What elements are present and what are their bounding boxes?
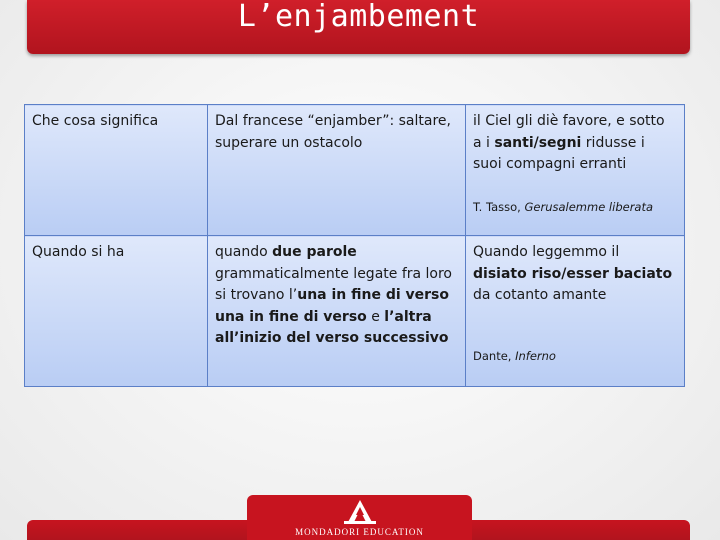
citation-work: Inferno (515, 349, 556, 363)
row-label: Che cosa significa (32, 113, 159, 129)
table-row (25, 105, 685, 236)
footer-logo (247, 495, 472, 540)
citation (473, 197, 677, 219)
mondadori-logo-icon (342, 499, 378, 525)
definition-cell (208, 236, 466, 387)
example-cell (466, 105, 685, 236)
example-text: il Ciel gli diè favore, e sotto a i santi/segni ridusse i suoi compagni erranti (473, 113, 665, 172)
table-row (25, 236, 685, 387)
citation-work: Gerusalemme liberata (524, 200, 654, 214)
definition-text: Dal francese “enjamber”: saltare, superare un ostacolo (215, 113, 451, 151)
citation-author: T. Tasso, (473, 200, 525, 214)
row-label-cell (25, 236, 208, 387)
example-text: Quando leggemmo il disiato riso/esser baciato da cotanto amante (473, 244, 673, 303)
row-label: Quando si ha (32, 244, 125, 260)
citation (473, 346, 677, 368)
footer-logo-text: MONDADORI EDUCATION (295, 527, 424, 537)
row-label-cell (25, 105, 208, 236)
definition-cell (208, 105, 466, 236)
example-cell (466, 236, 685, 387)
citation-author: Dante, (473, 349, 516, 363)
slide-title: L’enjambement (237, 0, 480, 34)
title-bar (27, 0, 690, 54)
content-table (24, 104, 685, 387)
definition-text: quando due parole grammaticalmente legate fra loro si trovano l’una in fine di verso una in fine di verso e l’altra all’inizio del verso successivo (215, 244, 453, 346)
